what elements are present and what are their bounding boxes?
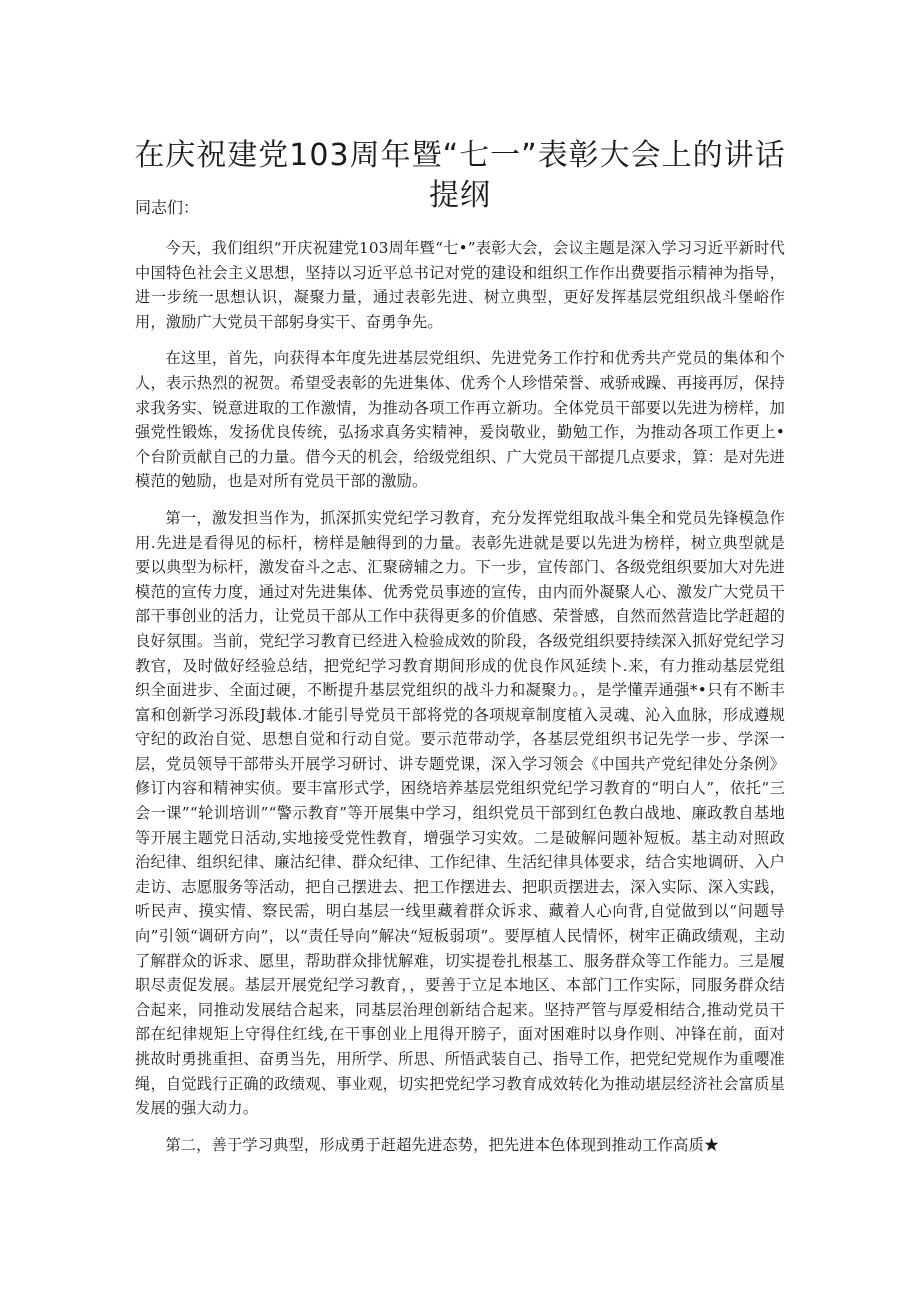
paragraph-first-requirement: 第一，激发担当作为，抓深抓实党纪学习教育，充分发挥党组取战斗集全和党员先锋模急作用.先进是看得见的标杆，榜样是触得到的力量。表彰先进就是要以先进为榜样，树立典型就是要以典型为标杆，激发奋斗之志、汇聚磅辅之力。下一步，宣传部门、各级党组织要加大对先进模范的宣传力度，通过对先进集体、优秀党员事迹的宣传，由内而外凝聚人心、激发广大党员干部干事创业的活力，让党员干部从工作中获得更多的价值感、荣誉感，自然而然营造比学赶超的良好氛围。当前，党纪学习教育已经进入检验成效的阶段，各级党组织要持续深入抓好党纪学习教官，及时做好经验总结，把党纪学习教育期间形成的优良作风延续卜.来，有力推动基层党组织全面进步、全面过硬，不断提升基层党组织的战斗力和凝聚力。，是学懂弄通强*•只有不断丰富和创新学习泺段J载体.才能引导党员干部将党的各项规章制度植入灵魂、沁入血脉，形成遵规守纪的政治自觉、思想自觉和行动自觉。要示范带动学，各基层党组织书记先学一步、学深一层，党员领导干部带头开展学习研讨、讲专题党课，深入学习领会《中国共产党纪律处分条例》修订内容和精神实侦。要丰富形式学，困绕培养基层党组织党纪学习教育的“明白人”，依托“三会一课”“轮训培训”“警示教育”等开展集中学习，组织党员干部到红色教白战地、廉政教自基地等开展主题党日活动,实地接受党性教育，增强学习实效。二是破解问题补短板。基主动对照政治纪律、组织纪律、廉沽纪律、群众纪律、工作纪律、生活纪律具体要求，结合实地调研、入户走访、志愿服务等活动，把自己摆进去、把工作摆进去、把职贡摆进去，深入实际、深入实践，听民声、摸实情、察民需，明白基层一线里藏着群众诉求、藏着人心向背,自觉做到以“问题导向”引领“调研方向”，以“责任导向”解决“短板弱项”。要厚植人民情怀，树牢正确政绩观，主动了解群众的诉求、愿里，帮助群众排忧解难，切实提卷扎根基工、服务群众等工作能力。三是履职尽责促发展。基层开展党纪学习教育，，要善于立足本地区、本部门工作实际，同服务群众结合起来，同推动发展结合起来，同基层治理创新结合起来。坚持严管与厚爱相结合,推动党员干部在纪律规矩上守得住红线,在干事创业上甩得开膀子，面对困难时以身作则、冲锋在前，面对挑故时勇挑重担、奋勇当先，用所学、所思、所悟武装自己、指导工作，把党纪党规作为重嘤准绳，自觉践行正确的政绩观、事业观，切实把党纪学习教育成效转化为推动堪层经济社会富质星发展的强大动力。 xyxy=(135,508,785,1118)
salutation: 同志们： xyxy=(135,198,200,217)
document-title: 在庆祝建党103周年暨“七一”表彰大会上的讲话提纲 xyxy=(134,138,786,213)
paragraph-congratulations: 在这里，首先，向获得本年度先进基层党组织、先进党务工作拧和优秀共产党员的集体和个人，表示热烈的祝贺。希望受表彰的先进集体、优秀个人珍惜荣誉、戒骄戒躁、再接再厉，保持求我务实、锐意进取的工作激情，为推动各项工作再立新功。全体党员干部要以先进为榜样，加强党性锻炼，发扬优良传统，弘扬求真务实精神，爰岗敬业，勤勉工作，为推动各项工作更上•个台阶贡献自己的力量。借今天的机会，给级党组织、广大党员干部提几点要求，算：是对先进模范的勉励，也是对所有党员干部的激励。 xyxy=(135,349,785,491)
paragraph-second-requirement: 第二，善于学习典型，形成勇于赶超先进态势，把先进本色体现到推动工作高质★ xyxy=(165,1135,720,1154)
paragraph-opening: 今天，我们组织“开庆祝建党103周年暨“七•”表彰大会，会议主题是深入学习习近平新时代中国特色社会主义思想，坚持以习近平总书记对党的建设和组织工作作出费要指示精神为指导，进一步统一思想认识，凝聚力量，通过表彰先进、树立典型，更好发挥基层党组织战斗堡峪作用，激励广大党员干部躬身实干、奋勇争先。 xyxy=(135,239,785,331)
document-body xyxy=(135,236,785,1157)
